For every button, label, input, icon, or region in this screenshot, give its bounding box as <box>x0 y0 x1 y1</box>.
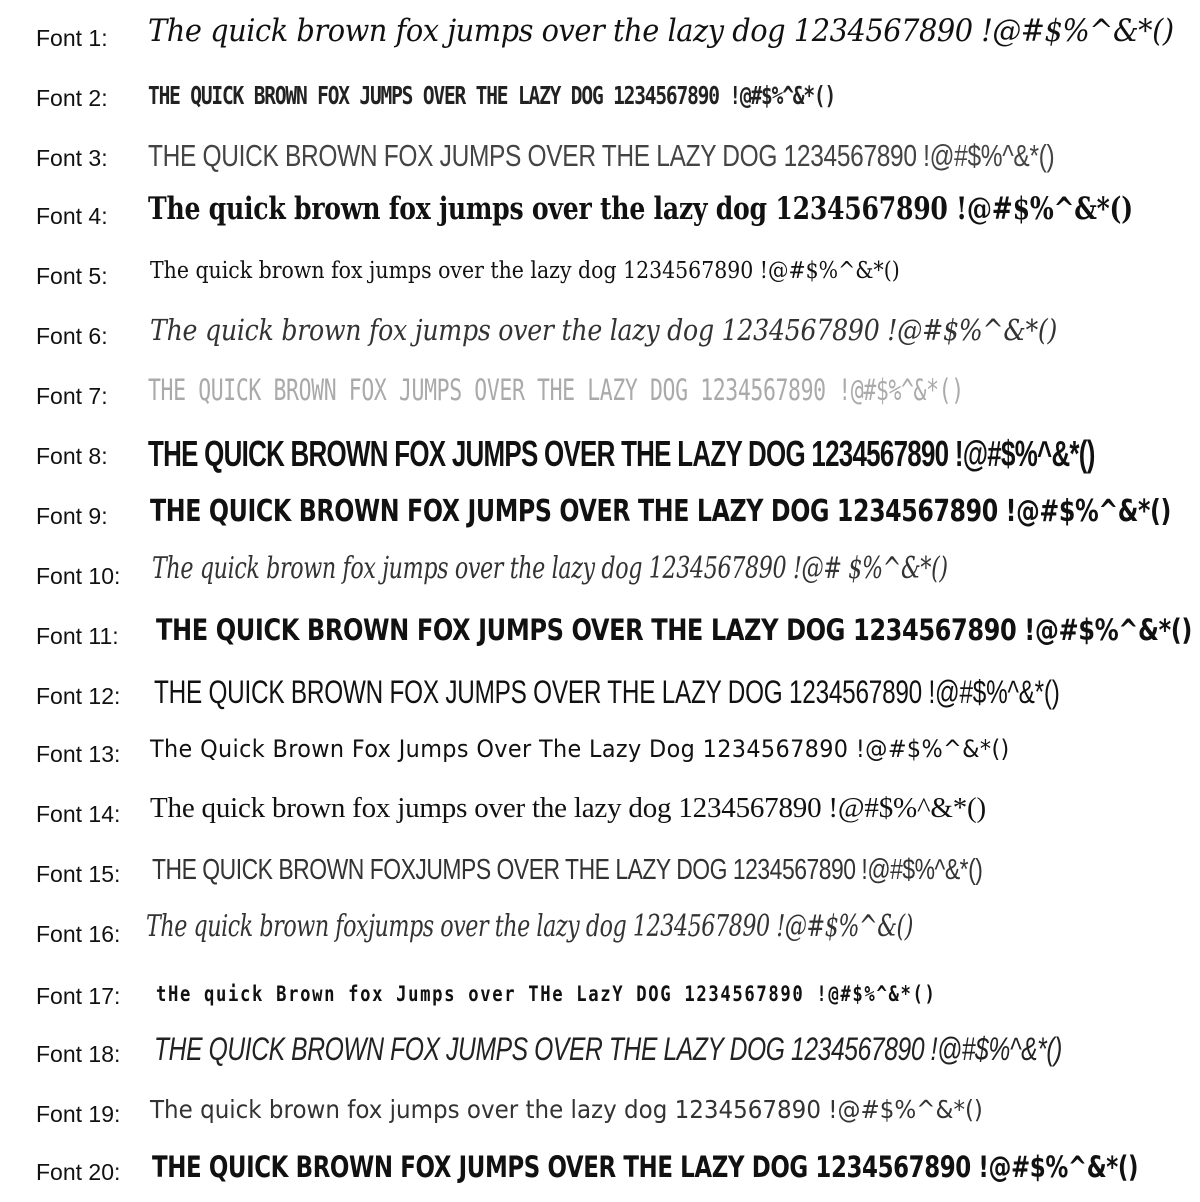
font-label: Font 5: <box>36 263 108 289</box>
font-label: Font 14: <box>36 801 121 827</box>
font-row <box>0 366 1200 426</box>
font-label: Font 18: <box>36 1041 121 1067</box>
font-sample: The quick brown fox jumps over the lazy dog 1234567890 !@#$%^&*() <box>150 792 986 824</box>
font-label: Font 13: <box>36 741 121 767</box>
font-sample: THE QUICK BROWN FOX JUMPS OVER THE LAZY DOG 1234567890 !@#$%^&*() <box>148 373 964 407</box>
font-label: Font 8: <box>36 443 108 469</box>
font-label: Font 6: <box>36 323 108 349</box>
font-sample: The quick brown fox jumps over the lazy dog 1234567890 !@#$%^&*() <box>148 13 1174 49</box>
font-sample: The quick brown fox jumps over the lazy dog 1234567890 !@#$%^&*() <box>150 258 900 284</box>
font-row <box>0 784 1200 844</box>
font-label: Font 4: <box>36 203 108 229</box>
font-label: Font 15: <box>36 861 121 887</box>
font-sample: THE QUICK BROWN FOX JUMPS OVER THE LAZY DOG 1234567890 !@#$%^&*() <box>156 613 1192 647</box>
font-sample: The quick brown fox jumps over the lazy dog 1234567890 !@#$%^&*() <box>150 1095 983 1124</box>
font-sample: The quick brown foxjumps over the lazy dog 1234567890 !@#$%^&() <box>146 909 913 944</box>
font-sample: The quick brown fox jumps over the lazy dog 1234567890 !@#$%^&*() <box>150 313 1058 347</box>
font-row <box>0 486 1200 546</box>
font-sample: THE QUICK BROWN FOX JUMPS OVER THE LAZY DOG 1234567890 !@#$%^&*() <box>148 81 836 110</box>
font-label: Font 3: <box>36 145 108 171</box>
font-row <box>0 724 1200 784</box>
font-sample: THE QUICK BROWN FOX JUMPS OVER THE LAZY DOG 1234567890 !@#$%^&*() <box>152 1150 1139 1184</box>
font-sample: The quick brown fox jumps over the lazy dog 1234567890 !@# $%^&*() <box>152 551 948 586</box>
font-row <box>0 68 1200 128</box>
font-label: Font 10: <box>36 563 121 589</box>
font-row <box>0 306 1200 366</box>
font-row <box>0 1142 1200 1202</box>
font-label: Font 20: <box>36 1159 121 1185</box>
font-sample: THE QUICK BROWN FOX JUMPS OVER THE LAZY DOG 1234567890 !@#$%^&*() <box>148 138 1055 173</box>
font-row <box>0 246 1200 306</box>
font-row <box>0 966 1200 1026</box>
font-row <box>0 1084 1200 1144</box>
font-sample: THE QUICK BROWN FOXJUMPS OVER THE LAZY DOG 1234567890 !@#$%^&*() <box>152 854 983 886</box>
font-row <box>0 426 1200 486</box>
font-label: Font 9: <box>36 503 108 529</box>
font-row <box>0 186 1200 246</box>
font-row <box>0 1024 1200 1084</box>
font-label: Font 12: <box>36 683 121 709</box>
font-sample: THE QUICK BROWN FOX JUMPS OVER THE LAZY DOG 1234567890 !@#$%^&*() <box>154 1031 1062 1067</box>
font-row <box>0 8 1200 68</box>
font-sample: THE QUICK BROWN FOX JUMPS OVER THE LAZY DOG 1234567890 !@#$%^&*() <box>150 494 1171 529</box>
font-label: Font 16: <box>36 921 121 947</box>
font-label: Font 17: <box>36 983 121 1009</box>
font-row <box>0 128 1200 188</box>
font-label: Font 2: <box>36 85 108 111</box>
font-sample: THE QUICK BROWN FOX JUMPS OVER THE LAZY DOG 1234567890 !@#$%^&*() <box>154 674 1060 710</box>
font-sample: tHe quick Brown fox Jumps over THe LazY DOG 1234567890 !@#$%^&*() <box>156 982 937 1006</box>
font-label: Font 1: <box>36 25 108 51</box>
font-label: Font 19: <box>36 1101 121 1127</box>
font-row <box>0 666 1200 726</box>
font-row <box>0 606 1200 666</box>
font-row <box>0 546 1200 606</box>
font-row <box>0 904 1200 964</box>
font-sample: THE QUICK BROWN FOX JUMPS OVER THE LAZY DOG 1234567890 !@#$%^&*() <box>148 433 1095 474</box>
font-row <box>0 844 1200 904</box>
font-sample: The quick brown fox jumps over the lazy dog 1234567890 !@#$%^&*() <box>148 191 1133 227</box>
font-label: Font 11: <box>36 623 119 649</box>
font-sample: The Quick Brown Fox Jumps Over The Lazy Dog 1234567890 !@#$%^&*() <box>150 735 1010 763</box>
font-label: Font 7: <box>36 383 108 409</box>
